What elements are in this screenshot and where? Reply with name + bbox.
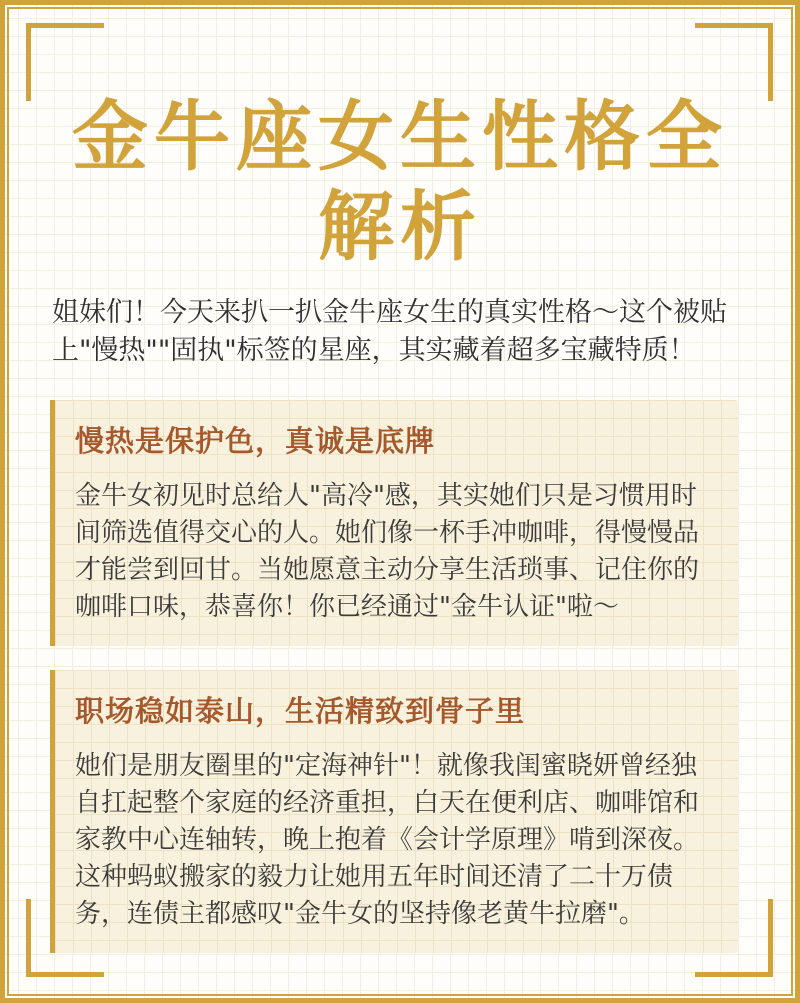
intro-text: 姐妹们！今天来扒一扒金牛座女生的真实性格～这个被贴上"慢热""固执"标签的星座，其实藏着超多宝藏特质！ (52, 297, 727, 366)
page-title-text: 金牛座女生性格全解析 (72, 92, 728, 271)
section-card-slow-warm (50, 400, 738, 646)
page-title (0, 92, 800, 272)
section-card-career (50, 670, 738, 953)
corner-bracket-top-left-icon (26, 23, 104, 101)
section-body: 她们是朋友圈里的"定海神针"！就像我闺蜜晓妍曾经独自扛起整个家庭的经济重担，白天在便利店、咖啡馆和家教中心连轴转，晚上抱着《会计学原理》啃到深夜。这种蚂蚁搬家的毅力让她用五年时间还清了二十万债务，连债主都感叹"金牛女的坚持像老黄牛拉磨"。 (75, 751, 700, 929)
corner-bracket-bottom-left-icon (26, 899, 104, 977)
section-heading: 慢热是保护色，真诚是底牌 (75, 424, 436, 458)
corner-bracket-top-right-icon (695, 23, 773, 101)
section-body: 金牛女初见时总给人"高冷"感，其实她们只是习惯用时间筛选值得交心的人。她们像一杯手冲咖啡，得慢慢品才能尝到回甘。当她愿意主动分享生活琐事、记住你的咖啡口味，恭喜你！你已经通过"金牛认证"啦～ (75, 481, 700, 622)
section-heading: 职场稳如泰山，生活精致到骨子里 (75, 694, 526, 728)
corner-bracket-bottom-right-icon (695, 899, 773, 977)
